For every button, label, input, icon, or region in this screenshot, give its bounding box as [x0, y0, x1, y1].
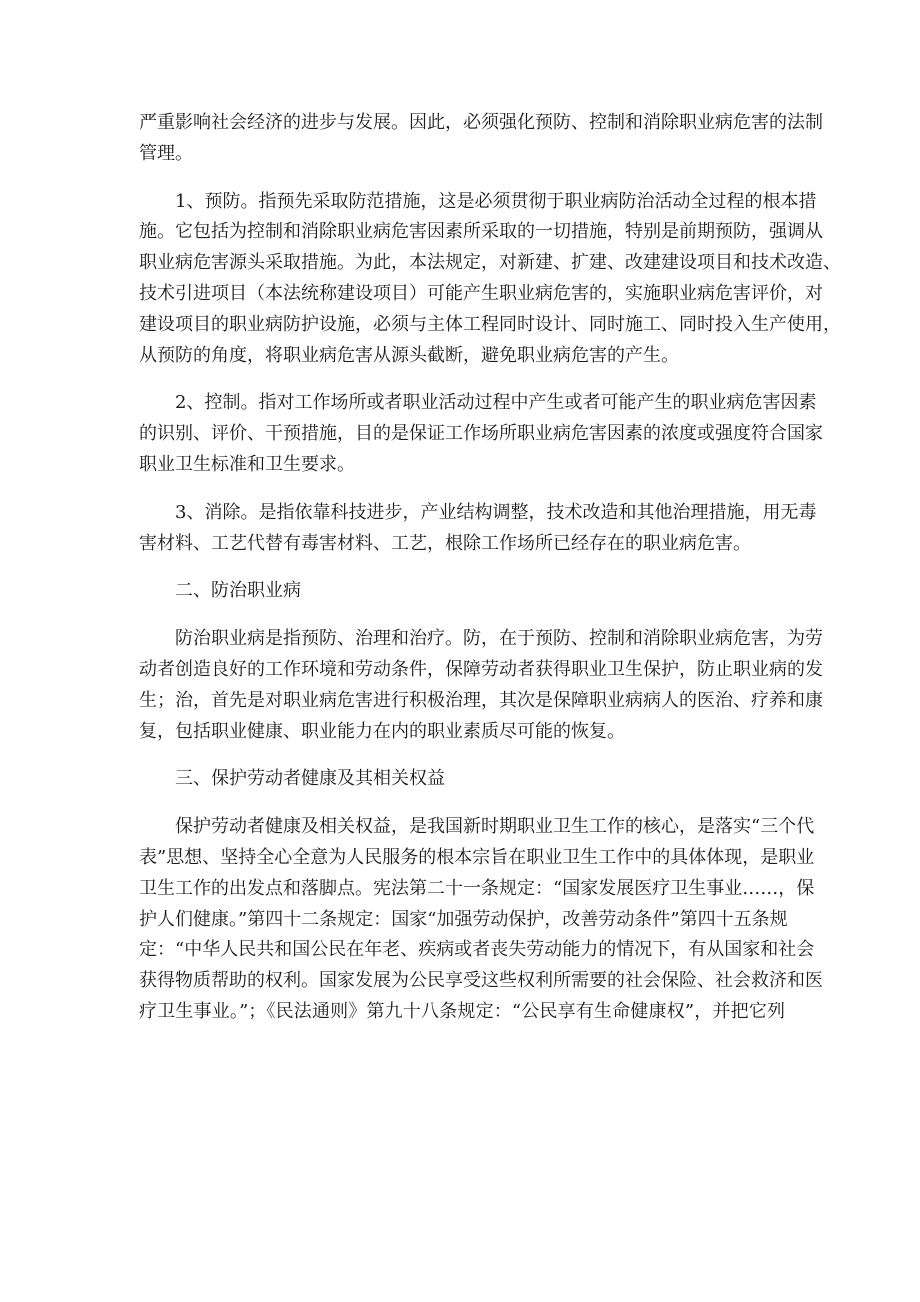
paragraph-elimination [139, 501, 817, 565]
section-heading-2 [139, 581, 785, 612]
text-line: 职业病危害源头采取措施。为此，本法规定，对新建、扩建、改建建设项目和技术改造、 [139, 252, 841, 274]
text-line: 卫生工作的出发点和落脚点。宪法第二十一条规定：“国家发展医疗卫生事业……，保 [139, 877, 815, 899]
text-line: 从预防的角度，将职业病危害从源头截断，避免职业病危害的产生。 [139, 344, 679, 366]
text-line: 的识别、评价、干预措施，目的是保证工作场所职业病危害因素的浓度或强度符合国家 [139, 423, 823, 445]
text-line: 施。它包括为控制和消除职业病危害因素所采取的一切措施，特别是前期预防，强调从 [139, 221, 823, 243]
text-line: 表”思想、坚持全心全意为人民服务的根本宗旨在职业卫生工作中的具体体现，是职业 [139, 846, 815, 868]
text-line: 保护劳动者健康及相关权益，是我国新时期职业卫生工作的核心，是落实“三个代 [175, 816, 815, 838]
text-line: 防治职业病是指预防、治理和治疗。防，在于预防、控制和消除职业病危害，为劳 [175, 628, 823, 650]
text-line: 害材料、工艺代替有毒害材料、工艺，根除工作场所已经存在的职业病危害。 [139, 532, 751, 554]
text-line: 复，包括职业健康、职业能力在内的职业素质尽可能的恢复。 [139, 720, 625, 742]
document-body [139, 112, 841, 1050]
text-line: 动者创造良好的工作环境和劳动条件，保障劳动者获得职业卫生保护，防止职业病的发 [139, 658, 823, 680]
text-line: 严重影响社会经济的进步与发展。因此，必须强化预防、控制和消除职业病危害的法制 [139, 112, 823, 133]
text-line: 2、控制。指对工作场所或者职业活动过程中产生或者可能产生的职业病危害因素 [175, 392, 817, 414]
text-line: 生；治，首先是对职业病危害进行积极治理，其次是保障职业病病人的医治、疗养和康 [139, 689, 823, 711]
text-line: 职业卫生标准和卫生要求。 [139, 453, 355, 475]
paragraph-intro-continuation [139, 112, 823, 175]
text-line: 获得物质帮助的权利。国家发展为公民享受这些权利所需要的社会保险、社会救济和医 [139, 970, 823, 992]
text-line: 定：“中华人民共和国公民在年老、疾病或者丧失劳动能力的情况下，有从国家和社会 [139, 939, 815, 961]
paragraph-prevention [139, 190, 841, 377]
text-line: 3、消除。是指依靠科技进步，产业结构调整，技术改造和其他治理措施，用无毒 [175, 501, 817, 523]
section-heading-3 [139, 769, 785, 800]
text-line: 护人们健康。”第四十二条规定：国家“加强劳动保护，改善劳动条件”第四十五条规 [139, 908, 788, 930]
text-line: 技术引进项目（本法统称建设项目）可能产生职业病危害的，实施职业病危害评价，对 [139, 282, 823, 304]
text-line: 管理。 [139, 142, 193, 164]
heading-text: 三、保护劳动者健康及其相关权益 [175, 768, 445, 790]
paragraph-prevention-treatment [139, 628, 823, 752]
text-line: 1、预防。指预先采取防范措施，这是必须贯彻于职业病防治活动全过程的根本措 [175, 190, 817, 212]
text-line: 建设项目的职业病防护设施，必须与主体工程同时设计、同时施工、同时投入生产使用， [139, 313, 841, 335]
heading-text: 二、防治职业病 [175, 580, 301, 602]
text-line: 疗卫生事业。”；《民法通则》第九十八条规定：“公民享有生命健康权”，并把它列 [139, 1000, 785, 1022]
paragraph-protection [139, 816, 823, 1033]
paragraph-control [139, 392, 823, 485]
